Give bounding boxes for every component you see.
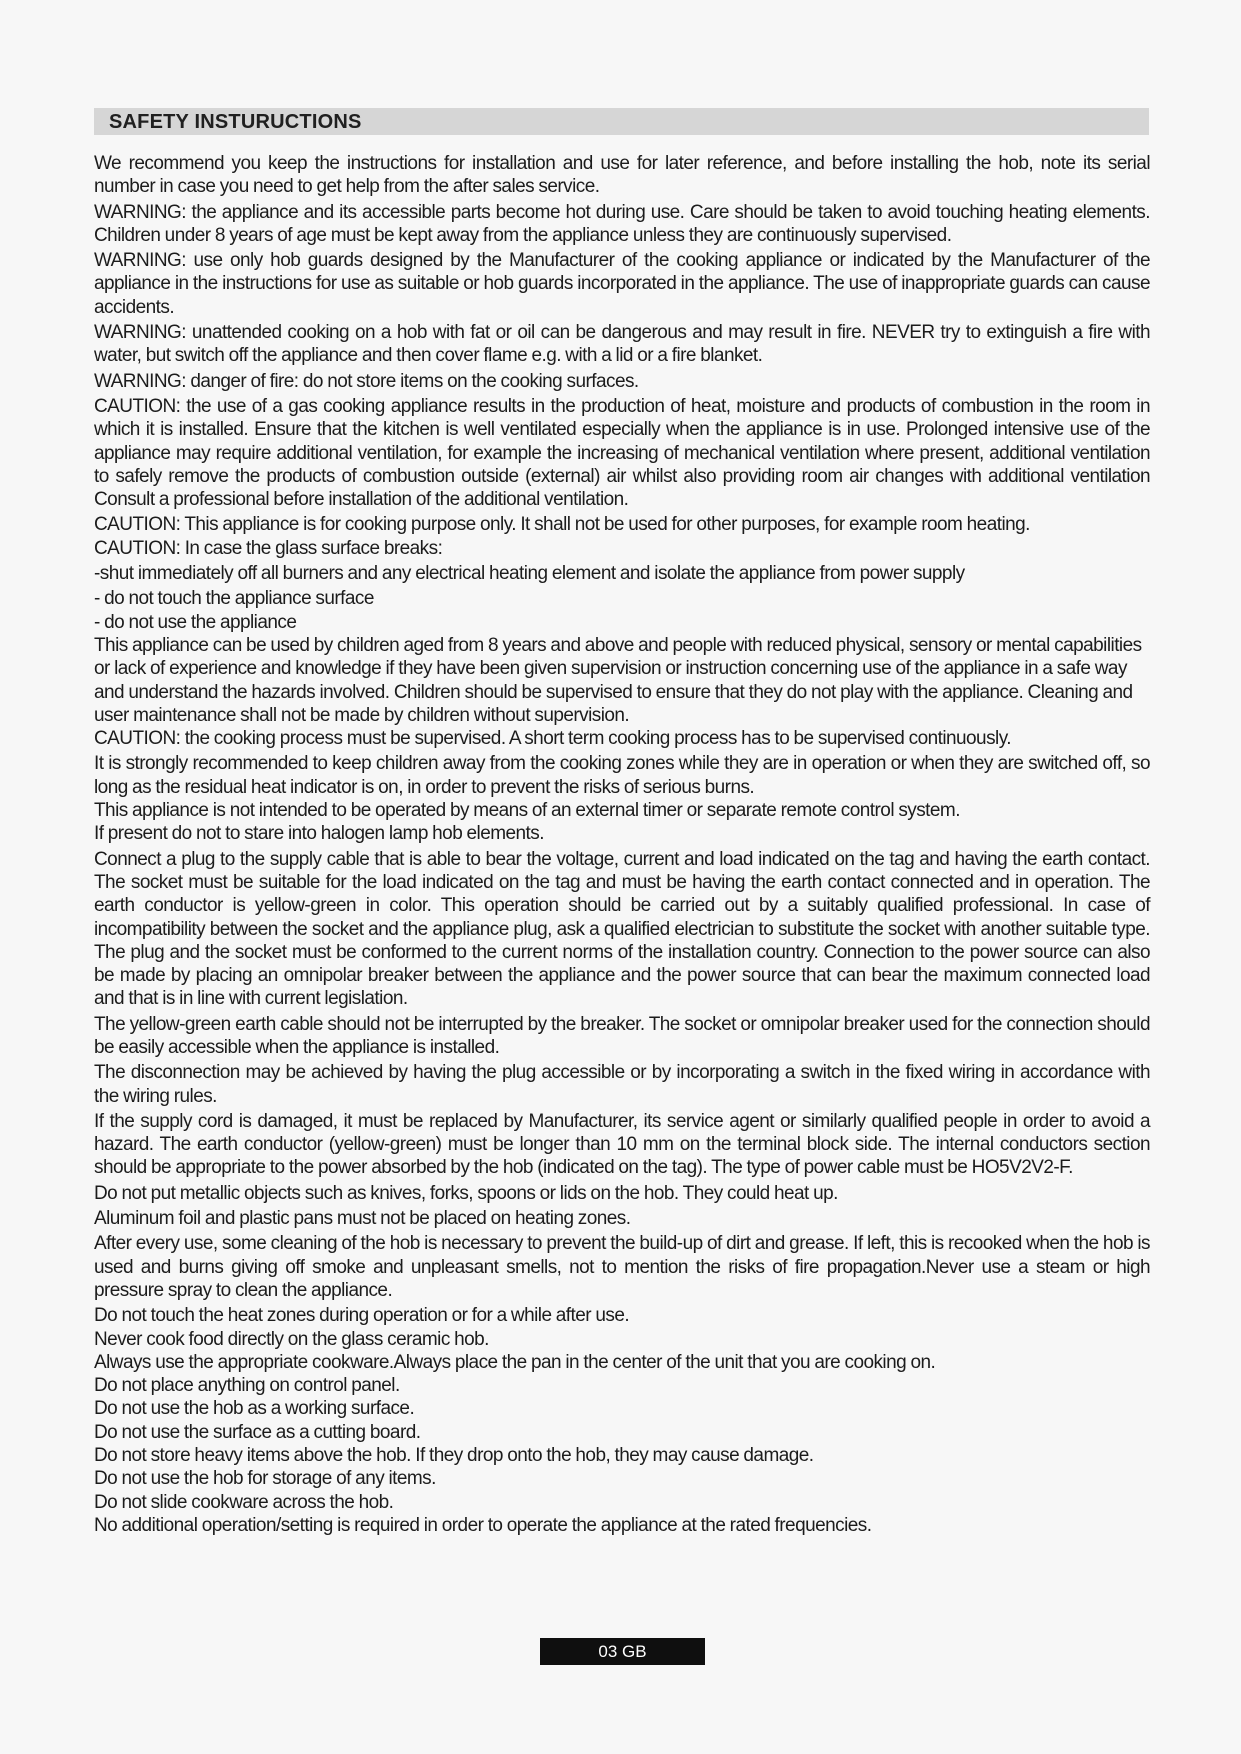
paragraph: Do not store heavy items above the hob. If they drop onto the hob, they may cause damage. — [94, 1445, 814, 1467]
paragraph: Never cook food directly on the glass ceramic hob. — [94, 1328, 489, 1350]
safety-instructions-body — [94, 150, 1150, 1537]
list-item: -shut immediately off all burners and any electrical heating element and isolate the appliance from power supply — [94, 563, 965, 585]
paragraph: CAUTION: This appliance is for cooking purpose only. It shall not be used for other purposes, for example room heating. — [94, 514, 1030, 536]
paragraph: CAUTION: In case the glass surface breaks: — [94, 537, 443, 559]
paragraph: Do not put metallic objects such as knives, forks, spoons or lids on the hob. They could heat up. — [94, 1182, 838, 1204]
paragraph: If present do not to stare into halogen lamp hob elements. — [94, 823, 544, 845]
paragraph: Do not use the surface as a cutting board. — [94, 1421, 421, 1443]
section-title: SAFETY INSTURUCTIONS — [109, 111, 362, 133]
paragraph: It is strongly recommended to keep children away from the cooking zones while they are in operation or when they are switched off, so long as the residual heat indicator is on, in order to prevent the risks of serious burns. — [94, 753, 1150, 798]
paragraph: Do not touch the heat zones during operation or for a while after use. — [94, 1305, 630, 1327]
paragraph: WARNING: danger of fire: do not store items on the cooking surfaces. — [94, 370, 639, 392]
paragraph: We recommend you keep the instructions for installation and use for later reference, and before installing the hob, note its serial number in case you need to get help from the after sales service. — [94, 153, 1150, 198]
list-item: - do not touch the appliance surface — [94, 588, 374, 610]
paragraph: CAUTION: the cooking process must be supervised. A short term cooking process has to be supervised continuously. — [94, 728, 1011, 750]
paragraph: Do not place anything on control panel. — [94, 1375, 400, 1397]
paragraph: Connect a plug to the supply cable that is able to bear the voltage, current and load indicated on the tag and having the earth contact. The socket must be suitable for the load indicated on the tag and must be having the earth contact connected and in operation. The earth conductor is yellow-green in color. This operation should be carried out by a suitably qualified professional. In case of incompatibility between the socket and the appliance plug, ask a qualified electrician to substitute the socket with another suitable type. The plug and the socket must be conformed to the current norms of the installation country. Connection to the power source can also be made by placing an omnipolar breaker between the appliance and the power source that can bear the maximum connected load and that is in line with current legislation. — [94, 848, 1150, 1010]
list-item: - do not use the appliance — [94, 611, 297, 633]
paragraph: Aluminum foil and plastic pans must not be placed on heating zones. — [94, 1208, 631, 1230]
paragraph: No additional operation/setting is required in order to operate the appliance at the rated frequencies. — [94, 1514, 872, 1536]
paragraph: WARNING: use only hob guards designed by the Manufacturer of the cooking appliance or indicated by the Manufacturer of the appliance in the instructions for use as suitable or hob guards incorporated in the appliance. The use of inappropriate guards can cause accidents. — [94, 250, 1150, 318]
paragraph: After every use, some cleaning of the hob is necessary to prevent the build-up of dirt and grease. If left, this is recooked when the hob is used and burns giving off smoke and unpleasant smells, not to mention the risks of fire propagation.Never use a steam or high pressure spray to clean the appliance. — [94, 1233, 1150, 1301]
paragraph: This appliance can be used by children aged from 8 years and above and people with reduced physical, sensory or mental capabilities or lack of experience and knowledge if they have been given supervision or instruction concerning use of the appliance in a safe way and understand the hazards involved. Children should be supervised to ensure that they do not play with the appliance. Cleaning and user maintenance shall not be made by children without supervision. — [94, 634, 1142, 726]
paragraph: The yellow-green earth cable should not be interrupted by the breaker. The socket or omnipolar breaker used for the connection should be easily accessible when the appliance is installed. — [94, 1013, 1150, 1058]
paragraph: The disconnection may be achieved by having the plug accessible or by incorporating a switch in the fixed wiring in accordance with the wiring rules. — [94, 1062, 1150, 1107]
paragraph: Always use the appropriate cookware.Always place the pan in the center of the unit that you are cooking on. — [94, 1351, 936, 1373]
paragraph: If the supply cord is damaged, it must be replaced by Manufacturer, its service agent or similarly qualified people in order to avoid a hazard. The earth conductor (yellow-green) must be longer than 10 mm on the terminal block side. The internal conductors section should be appropriate to the power absorbed by the hob (indicated on the tag). The type of power cable must be HO5V2V2-F. — [94, 1110, 1150, 1179]
page-number-badge: 03 GB — [540, 1638, 705, 1665]
paragraph: WARNING: the appliance and its accessible parts become hot during use. Care should be taken to avoid touching heating elements. Children under 8 years of age must be kept away from the appliance unless they are continuously supervised. — [94, 201, 1150, 246]
paragraph: Do not slide cookware across the hob. — [94, 1491, 394, 1513]
section-header-bar — [94, 108, 1149, 135]
paragraph: WARNING: unattended cooking on a hob with fat or oil can be dangerous and may result in fire. NEVER try to extinguish a fire with water, but switch off the appliance and then cover flame e.g. with a lid or a fire blanket. — [94, 322, 1150, 367]
paragraph: Do not use the hob as a working surface. — [94, 1398, 415, 1420]
paragraph: Do not use the hob for storage of any items. — [94, 1468, 436, 1490]
paragraph: CAUTION: the use of a gas cooking appliance results in the production of heat, moisture and products of combustion in the room in which it is installed. Ensure that the kitchen is well ventilated especially when the appliance is in use. Prolonged intensive use of the appliance may require additional ventilation, for example the increasing of mechanical ventilation where present, additional ventilation to safely remove the products of combustion outside (external) air whilst also providing room air changes with additional ventilation Consult a professional before installation of the additional ventilation. — [94, 395, 1150, 511]
paragraph: This appliance is not intended to be operated by means of an external timer or separate remote control system. — [94, 800, 960, 822]
